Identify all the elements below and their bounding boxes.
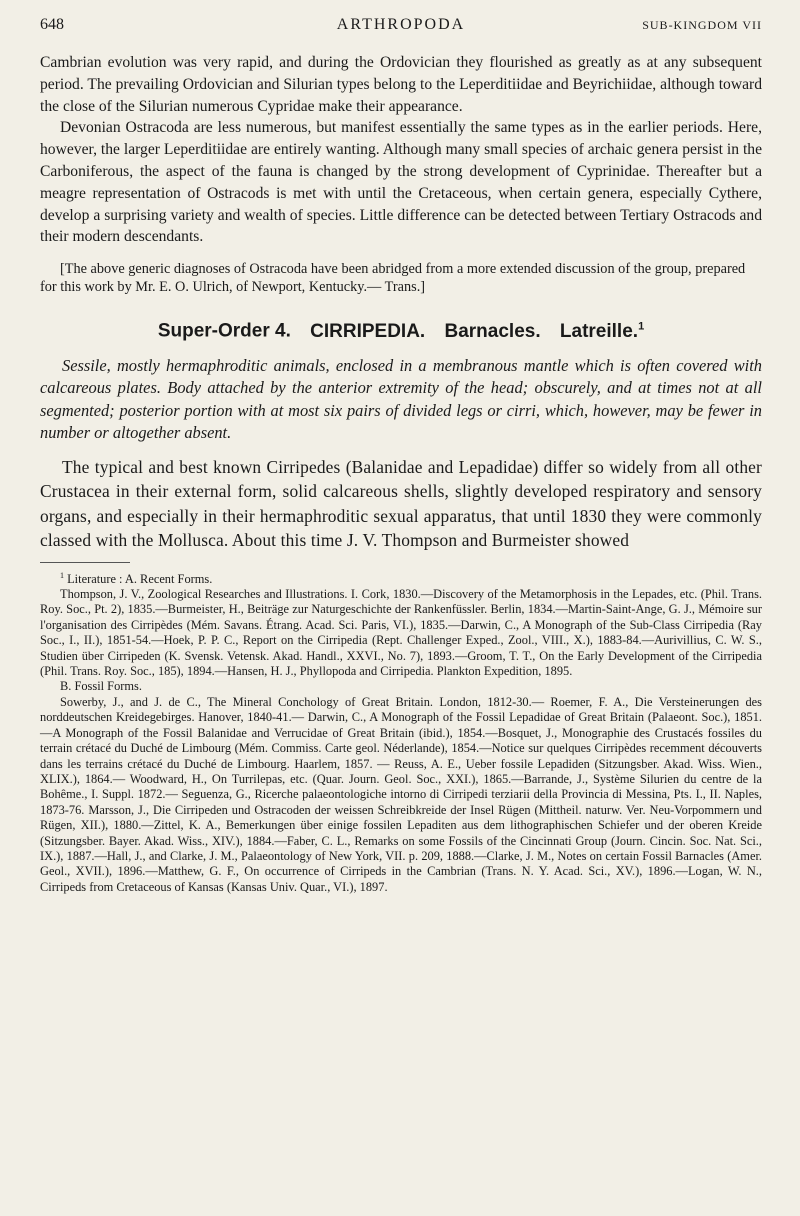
main-paragraph: The typical and best known Cirripedes (Balanidae and Lepadidae) differ so widely from all other Crustacea in their external form, solid calcareous shells, slightly developed respiratory and sensory organs, and especially in their hermaphroditic sexual apparatus, that until 1830 they were commonly classed with the Mollusca. About this time J. V. Thompson and Burmeister showed: [40, 456, 762, 550]
footnote-divider: [40, 562, 130, 563]
footnote-fossil-heading: B. Fossil Forms.: [60, 679, 142, 694]
footnote-reference[interactable]: 1: [638, 320, 645, 333]
section-heading: [40, 320, 762, 342]
superorder-common-name: Barnacles.: [444, 320, 541, 342]
running-header: [40, 14, 762, 36]
diagnosis-text: Sessile, mostly hermaphroditic animals, enclosed in a membranous mantle which is often covered with calcareous plates. Body attached by the anterior extremity of the head; obscurely, and at times not at all segmented; posterior portion with at most six pairs of divided legs or cirri, which, however, may be fewer in number or altogether absent.: [40, 355, 762, 442]
section-label: SUB-KINGDOM VII: [642, 18, 762, 32]
footnote-fossil-forms: Sowerby, J., and J. de C., The Mineral Conchology of Great Britain. London, 1812-30.— Roemer, F. A., Die Versteinerungen des norddeutschen Kreidegebirges. Hanover, 1840-41.— Darwin, C., A Monograph of the Fossil Lepadidae of Great Britain (Palaeont. Soc.), 1851.—A Monograph of the Fossil Balanidae and Verrucidae of Great Britain (ibid.), 1854.—Bosquet, J., Monographie des Crustacés fossiles du terrain crétacé du Duché de Limbourg (Mém. Commiss. Carte geol. Néderlande), 1854.—Notice sur quelques Cirripèdes recemment découverts dans les terrains crétacé du Duché de Limbourg. Haarlem, 1857. — Reuss, A. E., Ueber fossile Lepadiden (Sitzungsber. Akad. Wiss. Wien., XLIX.), 1864.— Woodward, H., On Turrilepas, etc. (Quar. Journ. Geol. Soc., XXI.), 1865.—Barrande, J., Système Silurien du centre de la Bohême., I. Suppl. 1872.— Seguenza, G., Ricerche palaeontologiche intorno di Cirripedi terziarii della Provincia di Messina, Pts. I., II. Naples, 1873-76. Marsson, J., Die Cirripeden und Ostracoden der weissen Schreibkreide der Insel Rügen (Mittheil. naturw. Ver. Neu-Vorpommern und Rügen, XII.), 1880.—Zittel, K. A., Bemerkungen über einige fossilen Lepaditen aus dem lithographischen Schiefer und der oberen Kreide (Sitzungsber. Bayer. Akad. Wiss., XIV.), 1884.—Faber, C. L., Remarks on some Fossils of the Cincinnati Group (Journ. Cincin. Soc. Nat. Sci., IX.), 1887.—Hall, J., and Clarke, J. M., Palaeontology of New York, VII. p. 209, 1888.—Clarke, J. M., Notes on certain Fossil Barnacles (Amer. Geol., XVII.), 1896.—Matthew, G. F., On occurrence of Cirripeds in the Cambrian (Trans. N. Y. Acad. Sci., XV.), 1896.—Logan, W. N., Cirripeds from Cretaceous of Kansas (Kansas Univ. Quar., VI.), 1897.: [40, 694, 762, 894]
footnote-heading: $^1$ Literature : A. Recent Forms.: [60, 570, 213, 586]
paragraph-cambrian-evolution: Cambrian evolution was very rapid, and during the Ordovician they flourished as greatly as at any subsequent period. The prevailing Ordovician and Silurian types belong to the Leperditiidae and Beyrichiidae, although toward the close of the Silurian numerous Cypridae make their appearance.: [40, 54, 762, 115]
translator-note: [The above generic diagnoses of Ostracoda have been abridged from a more extended discussion of the group, prepared for this work by Mr. E. O. Ulrich, of Newport, Kentucky.— Trans.]: [40, 261, 746, 296]
superorder-author: Latreille.$^1$: [559, 320, 645, 342]
footnote-recent-forms: Thompson, J. V., Zoological Researches and Illustrations. I. Cork, 1830.—Discovery of the Metamorphosis in the Lepades, etc. (Phil. Trans. Roy. Soc., Pt. 2), 1835.—Burmeister, H., Beiträge zur Naturgeschichte der Rankenfüssler. Berlin, 1834.—Martin-Saint-Ange, G. J., Mémoire sur l'organisation des Cirripèdes (Mém. Savans. Étrang. Acad. Sci. Paris, VI.), 1835.—Darwin, C., A Monograph of the Sub-Class Cirripedia (Ray Soc., I., II.), 1851-54.—Hoek, P. P. C., Report on the Cirripedia (Rept. Challenger Exped., Zool., VIII., X.), 1883-84.—Aurivillius, C. W. S., Studien über Cirripeden (K. Svensk. Vetensk. Akad. Handl., XXVI., No. 7), 1893.—Groom, T. T., On the Early Development of the Cirripedia (Phil. Trans. Roy. Soc., 185), 1894.—Hansen, H. J., Phyllopoda and Cirripedia. Plankton Expedition, 1895.: [40, 587, 762, 679]
footnote-mark: 1: [60, 570, 64, 580]
page-number: 648: [40, 16, 64, 33]
paragraph-devonian-ostracoda: Devonian Ostracoda are less numerous, but manifest essentially the same types as in the earlier periods. Here, however, the larger Leperditiidae are entirely wanting. Although many small species of archaic genera persist in the Carboniferous, the aspect of the fauna is changed by the strong development of Cyprinidae. Thereafter but a meagre representation of Ostracods is met with until the Cretaceous, when certain genera, especially Cythere, develop a surprising variety and wealth of species. Little difference can be detected between Tertiary Ostracods and their modern descendants.: [40, 119, 762, 246]
superorder-number: Super-Order 4.: [157, 320, 291, 342]
superorder-name: CIRRIPEDIA.: [310, 320, 426, 342]
running-title: ARTHROPODA: [336, 16, 466, 33]
footnote: [40, 568, 762, 896]
